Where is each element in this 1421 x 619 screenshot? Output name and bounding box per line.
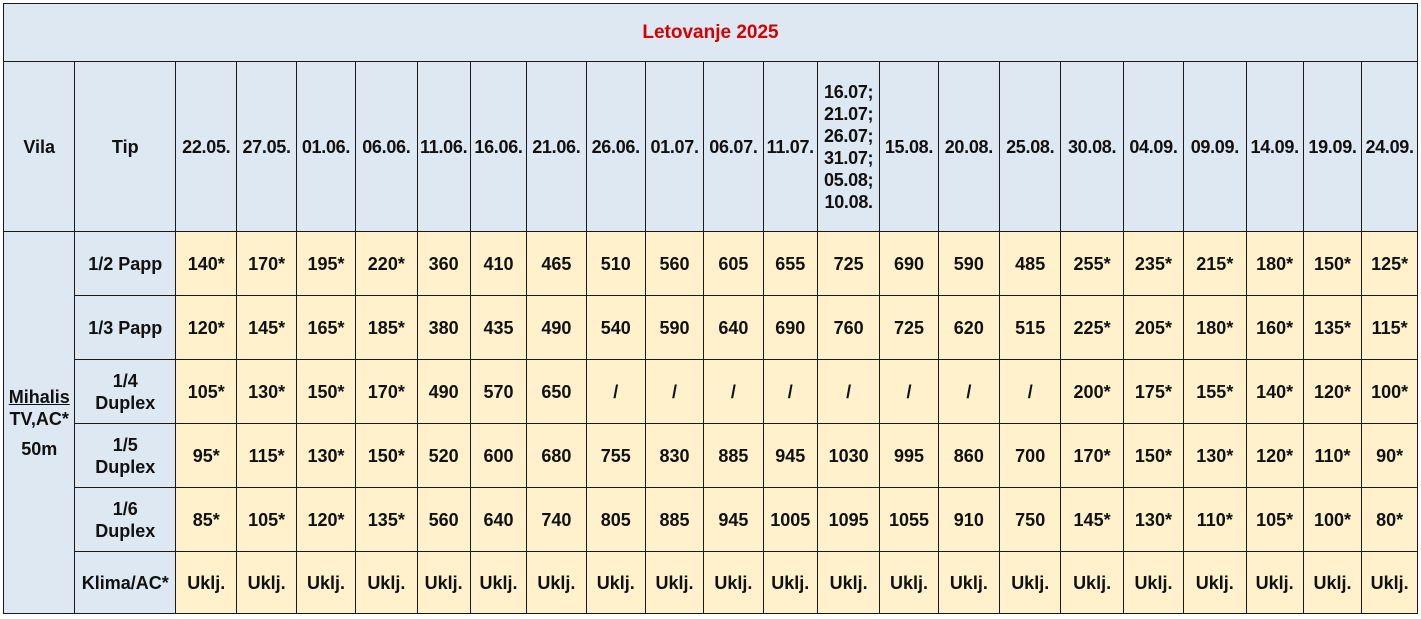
- price-cell: 690: [763, 296, 817, 360]
- price-cell: Uklj.: [296, 552, 355, 614]
- price-cell: Uklj.: [1246, 552, 1303, 614]
- price-cell: 760: [817, 296, 879, 360]
- price-cell: 145*: [237, 296, 296, 360]
- price-cell: 105*: [176, 360, 237, 424]
- header-date: 14.09.: [1246, 62, 1303, 232]
- price-cell: 255*: [1061, 232, 1123, 296]
- header-date: 21.06.: [527, 62, 586, 232]
- table-title: Letovanje 2025: [4, 4, 1418, 62]
- price-cell: 655: [763, 232, 817, 296]
- price-cell: 560: [417, 488, 470, 552]
- price-cell: 755: [586, 424, 645, 488]
- row-type: Klima/AC*: [75, 552, 176, 614]
- price-cell: 120*: [176, 296, 237, 360]
- price-cell: 125*: [1362, 232, 1418, 296]
- price-cell: 220*: [356, 232, 417, 296]
- price-cell: 690: [880, 232, 938, 296]
- price-cell: 490: [417, 360, 470, 424]
- vila-cell: [4, 232, 75, 614]
- vila-name: Mihalis: [8, 386, 70, 407]
- price-cell: /: [817, 360, 879, 424]
- price-cell: 600: [470, 424, 526, 488]
- price-cell: 200*: [1061, 360, 1123, 424]
- price-cell: 650: [527, 360, 586, 424]
- price-cell: 135*: [356, 488, 417, 552]
- price-cell: 120*: [1246, 424, 1303, 488]
- price-cell: 490: [527, 296, 586, 360]
- price-cell: 170*: [1061, 424, 1123, 488]
- price-cell: 590: [938, 232, 999, 296]
- price-cell: 435: [470, 296, 526, 360]
- row-type: 1/2 Papp: [75, 232, 176, 296]
- header-date: 06.07.: [704, 62, 763, 232]
- table-row: [4, 296, 1418, 360]
- price-cell: Uklj.: [1123, 552, 1183, 614]
- price-cell: 225*: [1061, 296, 1123, 360]
- price-cell: 410: [470, 232, 526, 296]
- price-cell: /: [645, 360, 703, 424]
- header-date: 25.08.: [1000, 62, 1061, 232]
- price-cell: 805: [586, 488, 645, 552]
- price-cell: 485: [1000, 232, 1061, 296]
- price-cell: Uklj.: [645, 552, 703, 614]
- price-cell: 110*: [1303, 424, 1361, 488]
- price-cell: Uklj.: [1000, 552, 1061, 614]
- price-cell: 235*: [1123, 232, 1183, 296]
- price-cell: 130*: [1123, 488, 1183, 552]
- price-cell: 620: [938, 296, 999, 360]
- price-cell: Uklj.: [176, 552, 237, 614]
- price-cell: /: [880, 360, 938, 424]
- price-cell: 175*: [1123, 360, 1183, 424]
- price-cell: 115*: [1362, 296, 1418, 360]
- header-date: 30.08.: [1061, 62, 1123, 232]
- price-cell: 130*: [296, 424, 355, 488]
- header-vila: Vila: [4, 62, 75, 232]
- price-cell: Uklj.: [1061, 552, 1123, 614]
- header-date: 01.06.: [296, 62, 355, 232]
- price-cell: Uklj.: [356, 552, 417, 614]
- price-cell: 215*: [1184, 232, 1246, 296]
- price-cell: 885: [704, 424, 763, 488]
- header-date: 26.06.: [586, 62, 645, 232]
- table-row: [4, 232, 1418, 296]
- price-cell: /: [938, 360, 999, 424]
- price-cell: Uklj.: [237, 552, 296, 614]
- price-cell: 100*: [1362, 360, 1418, 424]
- header-date: 11.07.: [763, 62, 817, 232]
- price-cell: Uklj.: [938, 552, 999, 614]
- price-cell: 520: [417, 424, 470, 488]
- price-cell: Uklj.: [1184, 552, 1246, 614]
- header-date: 22.05.: [176, 62, 237, 232]
- vila-distance: 50m: [21, 438, 58, 459]
- price-cell: 105*: [1246, 488, 1303, 552]
- price-cell: 180*: [1246, 232, 1303, 296]
- price-cell: 570: [470, 360, 526, 424]
- price-cell: 170*: [356, 360, 417, 424]
- price-cell: Uklj.: [817, 552, 879, 614]
- price-cell: 120*: [296, 488, 355, 552]
- price-cell: 515: [1000, 296, 1061, 360]
- price-cell: 95*: [176, 424, 237, 488]
- price-cell: 360: [417, 232, 470, 296]
- price-cell: 510: [586, 232, 645, 296]
- header-date: 16.06.: [470, 62, 526, 232]
- price-cell: 150*: [296, 360, 355, 424]
- price-cell: 145*: [1061, 488, 1123, 552]
- price-cell: 195*: [296, 232, 355, 296]
- price-cell: 115*: [237, 424, 296, 488]
- header-row: [4, 62, 1418, 232]
- price-cell: 170*: [237, 232, 296, 296]
- price-cell: 740: [527, 488, 586, 552]
- price-cell: 605: [704, 232, 763, 296]
- row-type: 1/4 Duplex: [75, 360, 176, 424]
- price-cell: 120*: [1303, 360, 1361, 424]
- price-cell: Uklj.: [1303, 552, 1361, 614]
- price-cell: 150*: [356, 424, 417, 488]
- header-date: 20.08.: [938, 62, 999, 232]
- price-cell: /: [1000, 360, 1061, 424]
- price-cell: 560: [645, 232, 703, 296]
- price-cell: Uklj.: [1362, 552, 1418, 614]
- price-cell: 165*: [296, 296, 355, 360]
- price-cell: 725: [817, 232, 879, 296]
- price-cell: 150*: [1303, 232, 1361, 296]
- price-cell: 130*: [237, 360, 296, 424]
- header-date: 19.09.: [1303, 62, 1361, 232]
- price-cell: 540: [586, 296, 645, 360]
- price-cell: 590: [645, 296, 703, 360]
- header-date: 11.06.: [417, 62, 470, 232]
- price-cell: 640: [704, 296, 763, 360]
- row-type: 1/3 Papp: [75, 296, 176, 360]
- price-cell: 1030: [817, 424, 879, 488]
- header-date: 27.05.: [237, 62, 296, 232]
- header-tip: Tip: [75, 62, 176, 232]
- price-cell: 140*: [1246, 360, 1303, 424]
- price-cell: 185*: [356, 296, 417, 360]
- price-cell: 830: [645, 424, 703, 488]
- row-type: 1/6 Duplex: [75, 488, 176, 552]
- price-cell: /: [763, 360, 817, 424]
- price-cell: /: [586, 360, 645, 424]
- price-cell: 945: [704, 488, 763, 552]
- header-date: 16.07; 21.07; 26.07; 31.07; 05.08; 10.08.: [817, 62, 879, 232]
- price-cell: 1095: [817, 488, 879, 552]
- vila-features: TV,AC*: [9, 408, 69, 429]
- price-cell: 945: [763, 424, 817, 488]
- price-cell: 725: [880, 296, 938, 360]
- price-cell: 205*: [1123, 296, 1183, 360]
- price-cell: 465: [527, 232, 586, 296]
- header-date: 04.09.: [1123, 62, 1183, 232]
- header-date: 01.07.: [645, 62, 703, 232]
- price-cell: Uklj.: [763, 552, 817, 614]
- price-cell: 750: [1000, 488, 1061, 552]
- price-cell: 380: [417, 296, 470, 360]
- table-row: [4, 488, 1418, 552]
- header-date: 24.09.: [1362, 62, 1418, 232]
- row-type: 1/5 Duplex: [75, 424, 176, 488]
- price-cell: 155*: [1184, 360, 1246, 424]
- price-cell: 90*: [1362, 424, 1418, 488]
- price-cell: 80*: [1362, 488, 1418, 552]
- price-cell: 680: [527, 424, 586, 488]
- price-cell: 105*: [237, 488, 296, 552]
- price-cell: Uklj.: [417, 552, 470, 614]
- table-row: [4, 424, 1418, 488]
- price-cell: Uklj.: [470, 552, 526, 614]
- title-row: [4, 4, 1418, 62]
- header-date: 15.08.: [880, 62, 938, 232]
- price-cell: Uklj.: [527, 552, 586, 614]
- price-cell: 995: [880, 424, 938, 488]
- price-cell: 1055: [880, 488, 938, 552]
- table-row: [4, 360, 1418, 424]
- header-date: 09.09.: [1184, 62, 1246, 232]
- price-cell: 885: [645, 488, 703, 552]
- price-cell: 140*: [176, 232, 237, 296]
- price-cell: 160*: [1246, 296, 1303, 360]
- table-row: [4, 552, 1418, 614]
- price-cell: 135*: [1303, 296, 1361, 360]
- price-cell: 130*: [1184, 424, 1246, 488]
- price-cell: Uklj.: [880, 552, 938, 614]
- price-cell: /: [704, 360, 763, 424]
- price-cell: 860: [938, 424, 999, 488]
- price-table: [3, 3, 1418, 614]
- price-cell: 700: [1000, 424, 1061, 488]
- price-cell: 640: [470, 488, 526, 552]
- price-cell: Uklj.: [704, 552, 763, 614]
- price-cell: 180*: [1184, 296, 1246, 360]
- price-cell: 910: [938, 488, 999, 552]
- price-cell: 150*: [1123, 424, 1183, 488]
- price-cell: 110*: [1184, 488, 1246, 552]
- price-cell: Uklj.: [586, 552, 645, 614]
- price-cell: 85*: [176, 488, 237, 552]
- header-date: 06.06.: [356, 62, 417, 232]
- price-cell: 100*: [1303, 488, 1361, 552]
- price-cell: 1005: [763, 488, 817, 552]
